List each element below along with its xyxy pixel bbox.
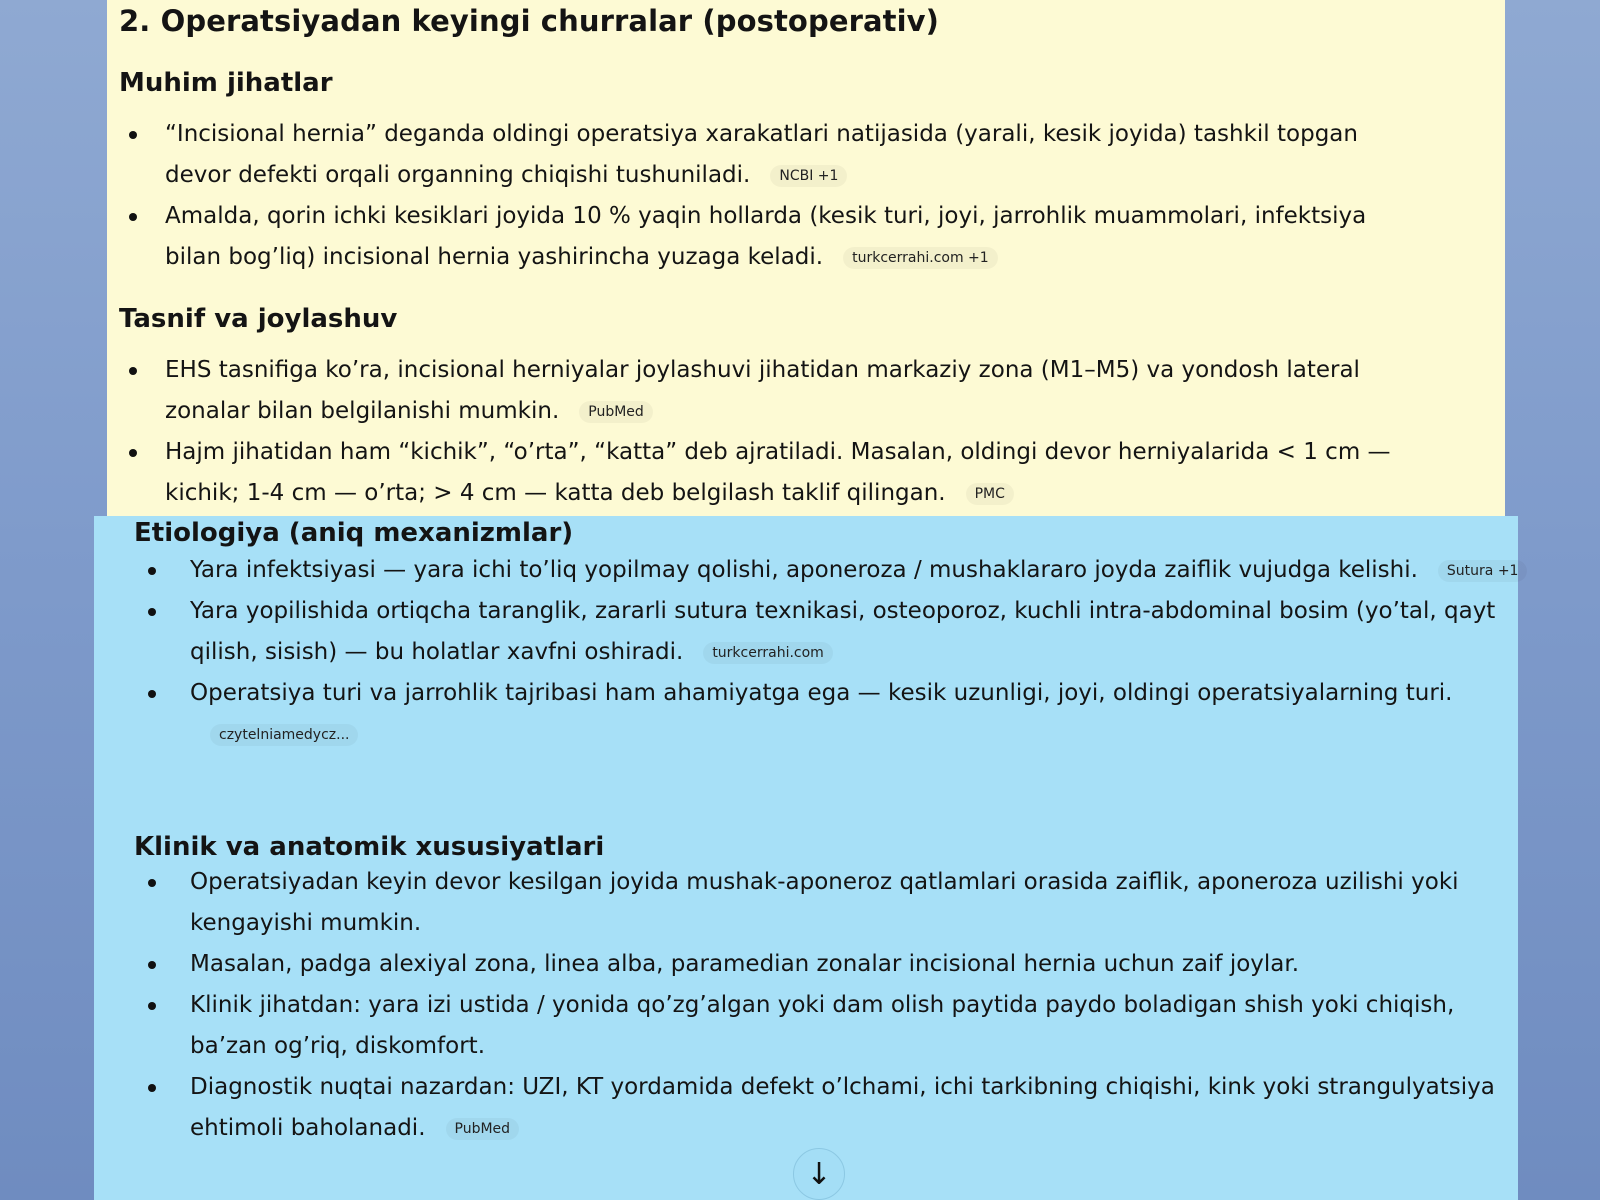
bullet-icon <box>148 879 156 887</box>
citation-chip[interactable]: turkcerrahi.com <box>703 642 833 664</box>
citation-chip[interactable]: turkcerrahi.com +1 <box>843 247 998 269</box>
bullet-icon <box>129 131 137 139</box>
bullet-icon <box>148 608 156 616</box>
citation-chip[interactable]: NCBI +1 <box>770 165 847 187</box>
citation-chip[interactable]: PubMed <box>446 1118 520 1140</box>
list-item: Yara yopilishida ortiqcha taranglik, zararli sutura texnikasi, osteoporoz, kuchli intra-abdominal bosim (yo’tal, qayt qilish, sisish) — bu holatlar xavfni oshiradi. turkcerrahi.com <box>134 591 1534 673</box>
citation-chip[interactable]: czytelniamedycz... <box>210 724 358 746</box>
heading-etiologiya: Etiologiya (aniq mexanizmlar) <box>134 518 574 548</box>
list-item: Masalan, padga alexiyal zona, linea alba, paramedian zonalar incisional hernia uchun zaif joylar. <box>134 944 1534 985</box>
heading-tasnif: Tasnif va joylashuv <box>119 304 398 334</box>
citation-chip[interactable]: PMC <box>966 483 1014 505</box>
scroll-down-button[interactable] <box>793 1148 845 1200</box>
list-item: EHS tasnifiga ko’ra, incisional herniyalar joylashuvi jihatidan markaziy zona (M1–M5) va yondosh lateral zonalar bilan belgilanishi mumkin. PubMed <box>107 350 1427 432</box>
list-item: Operatsiyadan keyin devor kesilgan joyida mushak-aponeroz qatlamlari orasida zaiflik, aponeroza uzilishi yoki kengayishi mumkin. <box>134 862 1534 944</box>
upper-content-panel <box>107 0 1505 520</box>
list-item: Amalda, qorin ichki kesiklari joyida 10 % yaqin hollarda (kesik turi, joyi, jarrohlik muammolari, infektsiya bilan bog’liq) incisional hernia yashirincha yuzaga keladi. turkcerrahi.com +1 <box>107 196 1427 278</box>
list-item: Yara infektsiyasi — yara ichi to’liq yopilmay qolishi, aponeroza / mushaklararo joyda zaiflik vujudga kelishi. Sutura +1 <box>134 550 1534 591</box>
list-item: Hajm jihatidan ham “kichik”, “o’rta”, “katta” deb ajratiladi. Masalan, oldingi devor herniyalarida < 1 cm — kichik; 1-4 cm — o’rta; > 4 cm — katta deb belgilash taklif qilingan. PMC <box>107 432 1427 514</box>
bullet-icon <box>148 690 156 698</box>
lower-content-panel <box>94 516 1518 1200</box>
heading-muhim: Muhim jihatlar <box>119 68 333 98</box>
list-klinik <box>134 862 1534 1149</box>
list-tasnif <box>107 350 1427 514</box>
list-item: Klinik jihatdan: yara izi ustida / yonida qo’zg’algan yoki dam olish paytida paydo boladigan shish yoki chiqish, ba’zan og’riq, diskomfort. <box>134 985 1534 1067</box>
bullet-icon <box>148 961 156 969</box>
list-etiologiya <box>134 550 1534 755</box>
bullet-icon <box>129 213 137 221</box>
arrow-down-icon: ↓ <box>806 1156 832 1192</box>
section-title: 2. Operatsiyadan keyingi churralar (postoperativ) <box>119 4 940 38</box>
bullet-icon <box>148 1084 156 1092</box>
list-muhim <box>107 114 1427 278</box>
bullet-icon <box>148 1002 156 1010</box>
list-item: Diagnostik nuqtai nazardan: UZI, KT yordamida defekt o’lchami, ichi tarkibning chiqishi, kink yoki strangulyatsiya ehtimoli baholanadi. PubMed <box>134 1067 1534 1149</box>
citation-chip[interactable]: PubMed <box>579 401 653 423</box>
list-item: “Incisional hernia” deganda oldingi operatsiya xarakatlari natijasida (yarali, kesik joyida) tashkil topgan devor defekti orqali organning chiqishi tushuniladi. NCBI +1 <box>107 114 1427 196</box>
bullet-icon <box>129 367 137 375</box>
citation-chip[interactable]: Sutura +1 <box>1438 560 1528 582</box>
heading-klinik: Klinik va anatomik xususiyatlari <box>134 832 605 862</box>
bullet-icon <box>129 449 137 457</box>
list-item: Operatsiya turi va jarrohlik tajribasi ham ahamiyatga ega — kesik uzunligi, joyi, oldingi operatsiyalarning turi.czytelniamedycz... <box>134 673 1534 755</box>
bullet-icon <box>148 567 156 575</box>
